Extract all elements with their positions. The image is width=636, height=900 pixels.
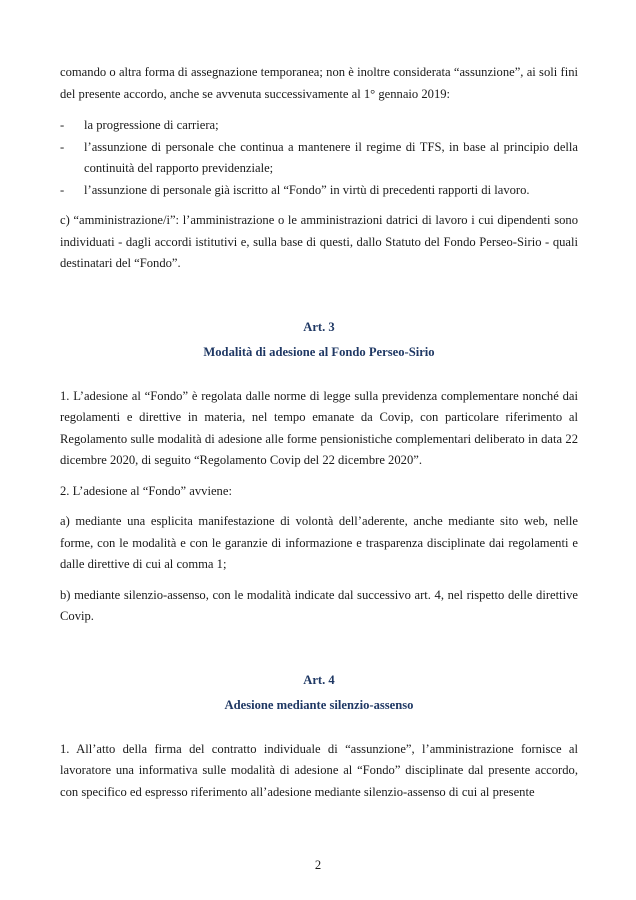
- definition-c-paragraph: c) “amministrazione/i”: l’amministrazione o le amministrazioni datrici di lavoro i cui dipendenti sono individuati - dagli accordi istitutivi e, sulla base di questi, dallo Statuto del Fondo Perseo-Sirio - quali destinatari del “Fondo”.: [60, 213, 578, 270]
- article-4-number: Art. 4: [303, 672, 335, 687]
- document-page: [60, 62, 578, 803]
- art3-paragraph-b: b) mediante silenzio-assenso, con le modalità indicate dal successivo art. 4, nel rispetto delle direttive Covip.: [60, 587, 578, 623]
- article-3-number: Art. 3: [303, 319, 335, 334]
- list-item: [60, 115, 578, 137]
- art3-paragraph-2: 2. L’adesione al “Fondo” avviene:: [60, 483, 232, 498]
- list-item: [60, 180, 578, 202]
- article-3-title: Modalità di adesione al Fondo Perseo-Sirio: [203, 344, 435, 359]
- exclusion-list: [60, 115, 578, 201]
- intro-paragraph: comando o altra forma di assegnazione temporanea; non è inoltre considerata “assunzione”, ai soli fini del presente accordo, anche se avvenuta successivamente al 1° gennaio 2019:: [60, 65, 578, 101]
- dash-marker: -: [60, 182, 65, 197]
- art3-paragraph-1: 1. L’adesione al “Fondo” è regolata dalle norme di legge sulla previdenza complementare nonché dai regolamenti e direttive in materia, nel tempo emanate da Covip, con particolare riferimento al Regolamento sulle modalità di adesione alle forme pensionistiche complementari deliberato in data 22 dicembre 2020, di seguito “Regolamento Covip del 22 dicembre 2020”.: [60, 388, 578, 467]
- article-4-title: Adesione mediante silenzio-assenso: [224, 697, 414, 712]
- art3-paragraph-a: a) mediante una esplicita manifestazione di volontà dell’aderente, anche mediante sito web, nelle forme, con le modalità e con le garanzie di informazione e trasparenza disciplinate dai regolamenti e dalle direttive di cui al comma 1;: [60, 514, 578, 571]
- article-3: [60, 317, 578, 362]
- article-4: [60, 670, 578, 715]
- art4-paragraph-1: 1. All’atto della firma del contratto individuale di “assunzione”, l’amministrazione fornisce al lavoratore una informativa sulle modalità di adesione al “Fondo” disciplinate dal presente accordo, con specifico ed espresso riferimento all’adesione mediante silenzio-assenso di cui al presente: [60, 741, 578, 799]
- list-item: [60, 137, 578, 180]
- list-item-text: l’assunzione di personale che continua a mantenere il regime di TFS, in base al principio della continuità del rapporto previdenziale;: [84, 139, 578, 175]
- list-item-text: l’assunzione di personale già iscritto al “Fondo” in virtù di precedenti rapporti di lavoro.: [84, 182, 530, 197]
- list-item-text: la progressione di carriera;: [84, 118, 219, 132]
- page-number: 2: [314, 858, 322, 872]
- dash-marker: -: [60, 139, 65, 154]
- dash-marker: -: [60, 118, 65, 132]
